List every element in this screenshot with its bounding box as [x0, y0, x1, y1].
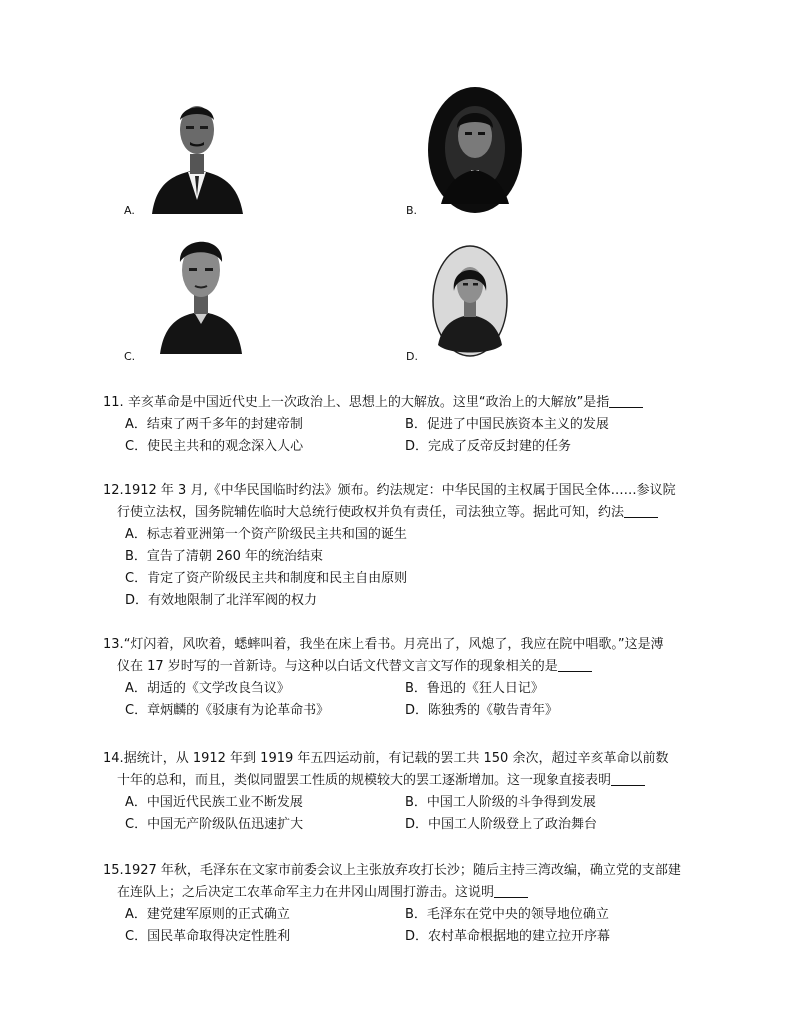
option-c[interactable]: C．肯定了资产阶级民主共和制度和民主自由原则 [125, 571, 408, 586]
question-stem-cont [103, 656, 683, 678]
question-stem [103, 748, 683, 770]
answer-blank[interactable] [624, 503, 658, 518]
option-a[interactable]: A．结束了两千多年的封建帝制 [125, 417, 303, 432]
portrait-c [160, 228, 242, 354]
option-b[interactable]: B．中国工人阶级的斗争得到发展 [405, 795, 596, 810]
option-d[interactable]: D．有效地限制了北洋军阀的权力 [125, 593, 318, 608]
question-text-line2: 十年的总和，而且，类似同盟罢工性质的规模较大的罢工逐渐增加。这一现象直接表明 [117, 773, 612, 788]
question-13 [103, 634, 683, 722]
options [103, 904, 683, 948]
option-b[interactable]: B．促进了中国民族资本主义的发展 [405, 417, 609, 432]
question-text-line1: 据统计，从 1912 年到 1919 年五四运动前，有记载的罢工共 150 余次，超过辛亥革命以前数 [123, 751, 669, 766]
question-12 [103, 480, 683, 612]
question-stem [103, 392, 683, 414]
option-a[interactable]: A．中国近代民族工业不断发展 [125, 795, 303, 810]
answer-blank[interactable] [609, 393, 643, 408]
option-a[interactable]: A．胡适的《文学改良刍议》 [125, 681, 290, 696]
options [103, 524, 683, 612]
question-number: 15. [103, 863, 124, 878]
option-c[interactable]: C．使民主共和的观念深入人心 [125, 439, 304, 454]
option-c[interactable]: C．中国无产阶级队伍迅速扩大 [125, 817, 304, 832]
question-stem-cont [103, 882, 683, 904]
portrait-b [427, 86, 523, 214]
portrait-a [150, 96, 245, 214]
question-number: 13. [103, 637, 124, 652]
option-c[interactable]: C．国民革命取得决定性胜利 [125, 929, 291, 944]
options [103, 792, 683, 836]
option-b[interactable]: B．毛泽东在党中央的领导地位确立 [405, 907, 609, 922]
question-14 [103, 748, 683, 836]
photo-label-b: B. [406, 204, 418, 217]
options [103, 414, 683, 458]
option-a[interactable]: A．建党建军原则的正式确立 [125, 907, 290, 922]
question-stem [103, 860, 683, 882]
question-stem-cont [103, 502, 683, 524]
question-stem-cont [103, 770, 683, 792]
option-d[interactable]: D．农村革命根据地的建立拉开序幕 [405, 929, 611, 944]
option-d[interactable]: D．中国工人阶级登上了政治舞台 [405, 817, 598, 832]
portrait-d [432, 245, 508, 357]
question-text-line1: 1912 年 3 月,《中华民国临时约法》颁布。约法规定：中华民国的主权属于国民全体……参议院 [123, 483, 676, 498]
question-11 [103, 392, 683, 458]
option-d[interactable]: D．陈独秀的《敬告青年》 [405, 703, 559, 718]
question-stem [103, 634, 683, 656]
question-number: 12. [103, 483, 124, 498]
option-a[interactable]: A．标志着亚洲第一个资产阶级民主共和国的诞生 [125, 527, 407, 542]
answer-blank[interactable] [558, 657, 592, 672]
question-number: 11. [103, 395, 124, 410]
question-text-line2: 行使立法权，国务院辅佐临时大总统行使政权并负有责任，司法独立等。据此可知，约法 [117, 505, 625, 520]
option-d[interactable]: D．完成了反帝反封建的任务 [405, 439, 572, 454]
question-number: 14. [103, 751, 124, 766]
photo-label-a: A. [124, 204, 135, 217]
question-text-line1: 1927 年秋，毛泽东在文家市前委会议上主张放弃攻打长沙；随后主持三湾改编，确立党的支部建 [123, 863, 681, 878]
question-text-line1: “灯闪着，风吹着，蟋蟀叫着，我坐在床上看书。月亮出了，风熄了，我应在院中唱歌。”这是溥 [123, 637, 664, 652]
option-c[interactable]: C．章炳麟的《驳康有为论革命书》 [125, 703, 330, 718]
question-stem [103, 480, 683, 502]
answer-blank[interactable] [494, 883, 528, 898]
option-b[interactable]: B．鲁迅的《狂人日记》 [405, 681, 544, 696]
question-text: 辛亥革命是中国近代史上一次政治上、思想上的大解放。这里“政治上的大解放”是指 [127, 395, 610, 410]
photo-label-c: C. [124, 350, 136, 363]
question-text-line2: 仪在 17 岁时写的一首新诗。与这种以白话文代替文言文写作的现象相关的是 [117, 659, 558, 674]
options [103, 678, 683, 722]
photo-label-d: D. [406, 350, 418, 363]
option-b[interactable]: B．宣告了清朝 260 年的统治结束 [125, 549, 323, 564]
question-text-line2: 在连队上；之后决定工农革命军主力在井冈山周围打游击。这说明 [117, 885, 495, 900]
answer-blank[interactable] [611, 771, 645, 786]
question-15 [103, 860, 683, 948]
